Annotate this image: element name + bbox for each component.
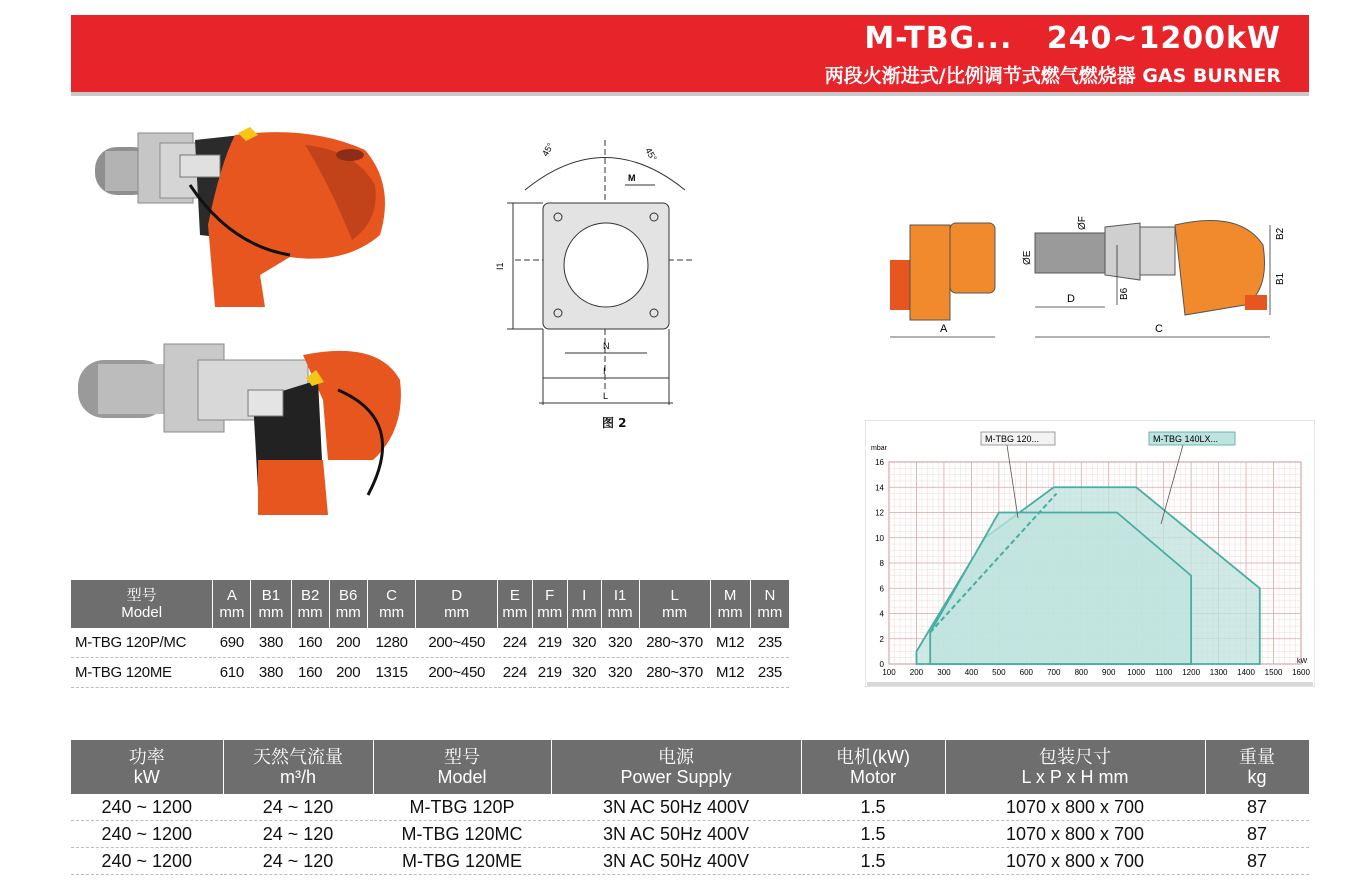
table-cell: 320: [567, 658, 601, 688]
table-cell: 280~370: [639, 628, 710, 658]
table-cell: 3N AC 50Hz 400V: [551, 848, 801, 875]
table-cell: 380: [251, 658, 291, 688]
dimension-header: I mm: [567, 580, 601, 628]
model-header: 型号 Model: [373, 740, 551, 794]
table-cell: 610: [213, 658, 251, 688]
table-cell: 1070 x 800 x 700: [945, 794, 1205, 821]
chart-y-tick-label: 2: [879, 634, 884, 644]
chart-x-unit: kW: [1297, 658, 1308, 665]
chart-y-tick-label: 8: [879, 559, 884, 568]
model-table: [71, 740, 1310, 875]
angle-label-right: 45°: [643, 146, 659, 163]
table-cell: M-TBG 120P/MC: [71, 628, 213, 658]
table-row: [71, 628, 790, 658]
chart-y-tick-label: 6: [879, 584, 884, 594]
table-cell: 1.5: [801, 848, 945, 875]
dimension-header: E mm: [497, 580, 532, 628]
table-row: [71, 848, 1309, 875]
table-cell: 160: [291, 658, 329, 688]
table-cell: 219: [532, 628, 567, 658]
side-label-c: C: [1155, 323, 1163, 335]
table-cell: 200: [329, 628, 367, 658]
table-cell: 1.5: [801, 821, 945, 848]
table-cell: 87: [1205, 794, 1309, 821]
table-cell: 235: [750, 628, 789, 658]
dimension-header: B2 mm: [291, 580, 329, 628]
chart-x-tick-label: 200: [909, 668, 924, 677]
burner-photo-bottom: [78, 340, 408, 520]
table-cell: 1070 x 800 x 700: [945, 821, 1205, 848]
dimension-header: N mm: [750, 580, 789, 628]
dim-label-i: I: [603, 366, 606, 376]
table-cell: 1280: [367, 628, 416, 658]
flange-drawing: [495, 135, 700, 410]
dimension-header: M mm: [710, 580, 750, 628]
chart-x-tick-label: 1300: [1209, 668, 1228, 677]
table-cell: 380: [251, 628, 291, 658]
burner-photo-top: [90, 125, 400, 315]
chart-x-tick-label: 1100: [1155, 668, 1173, 677]
table-cell: 87: [1205, 821, 1309, 848]
table-cell: 87: [1205, 848, 1309, 875]
chart-x-tick-label: 600: [1019, 668, 1034, 677]
table-cell: 24 ~ 120: [223, 821, 373, 848]
table-cell: 200~450: [416, 628, 497, 658]
legend-box-series-2: [1149, 432, 1235, 445]
dim-label-i1: I1: [495, 262, 505, 270]
table-cell: 320: [567, 628, 601, 658]
page-subtitle: 两段火渐进式/比例调节式燃气燃烧器 GAS BURNER: [824, 65, 1281, 87]
dimension-header: B6 mm: [329, 580, 367, 628]
dimension-header: A mm: [213, 580, 251, 628]
model-header: 电源 Power Supply: [551, 740, 801, 794]
side-label-a: A: [940, 323, 948, 335]
table-cell: 224: [497, 658, 532, 688]
side-label-d: D: [1067, 293, 1075, 305]
table-cell: 1.5: [801, 794, 945, 821]
table-cell: 3N AC 50Hz 400V: [551, 821, 801, 848]
model-header: 重量 kg: [1205, 740, 1309, 794]
table-row: [71, 794, 1309, 821]
model-header: 天然气流量 m³/h: [223, 740, 373, 794]
chart-y-tick-label: 14: [875, 483, 884, 493]
table-cell: 280~370: [639, 658, 710, 688]
table-cell: 224: [497, 628, 532, 658]
model-header: 电机(kW) Motor: [801, 740, 945, 794]
table-cell: 24 ~ 120: [223, 848, 373, 875]
side-label-e: ØE: [1022, 250, 1033, 265]
chart-x-tick-label: 900: [1102, 668, 1116, 677]
table-cell: 1315: [367, 658, 416, 688]
angle-label-left: 45°: [540, 141, 556, 158]
table-cell: 3N AC 50Hz 400V: [551, 794, 801, 821]
model-header: 功率 kW: [71, 740, 223, 794]
legend-box-series-1: [981, 432, 1055, 445]
legend-label-series-2: M-TBG 140LX...: [1153, 434, 1219, 444]
chart-x-tick-label: 500: [992, 668, 1006, 677]
table-cell: 1070 x 800 x 700: [945, 848, 1205, 875]
chart-x-tick-label: 100: [882, 668, 896, 677]
side-label-b2: B2: [1275, 227, 1286, 240]
side-dimension-drawing: [885, 205, 1305, 340]
dimension-header: B1 mm: [251, 580, 291, 628]
page-title: M-TBG... 240~1200kW: [864, 21, 1281, 56]
dim-label-l: L: [603, 391, 609, 401]
table-cell: 200~450: [416, 658, 497, 688]
table-row: [71, 658, 790, 688]
table-cell: 240 ~ 1200: [71, 821, 223, 848]
side-label-f: ØF: [1077, 216, 1088, 230]
chart-y-unit: mbar: [871, 445, 887, 452]
table-cell: 240 ~ 1200: [71, 794, 223, 821]
dimension-header: I1 mm: [601, 580, 639, 628]
chart-y-tick-label: 0: [879, 660, 884, 669]
chart-y-tick-label: 4: [879, 609, 884, 619]
model-header: 包装尺寸 L x P x H mm: [945, 740, 1205, 794]
dim-label-n: N: [603, 341, 610, 351]
table-cell: 320: [601, 658, 639, 688]
table-cell: 24 ~ 120: [223, 794, 373, 821]
legend-label-series-1: M-TBG 120...: [985, 434, 1040, 444]
chart-x-tick-label: 300: [937, 668, 951, 677]
chart-x-tick-label: 1400: [1237, 668, 1255, 677]
table-cell: M12: [710, 658, 750, 688]
chart-y-tick-label: 12: [875, 508, 884, 518]
chart-shadow: [867, 682, 1313, 686]
dimension-header: C mm: [367, 580, 416, 628]
table-cell: 160: [291, 628, 329, 658]
dimension-header: F mm: [532, 580, 567, 628]
table-cell: 320: [601, 628, 639, 658]
dimension-table: [71, 580, 790, 688]
table-cell: M12: [710, 628, 750, 658]
table-cell: M-TBG 120MC: [373, 821, 551, 848]
header-banner: [71, 15, 1309, 92]
chart-x-tick-label: 1600: [1292, 668, 1310, 677]
dim-label-m: M: [628, 173, 636, 183]
dimension-header-row: [71, 580, 790, 628]
figure-caption: 图 2: [602, 416, 627, 430]
banner-shadow: [71, 92, 1309, 96]
chart-x-tick-label: 700: [1047, 668, 1061, 677]
dimension-header: 型号 Model: [71, 580, 213, 628]
chart-y-tick-label: 10: [875, 533, 884, 543]
dimension-header: L mm: [639, 580, 710, 628]
table-cell: M-TBG 120P: [373, 794, 551, 821]
side-label-b1: B1: [1275, 272, 1286, 285]
side-label-b6: B6: [1119, 287, 1130, 300]
table-cell: M-TBG 120ME: [71, 658, 213, 688]
dimension-header: D mm: [416, 580, 497, 628]
chart-x-tick-label: 1000: [1127, 668, 1146, 677]
table-cell: 240 ~ 1200: [71, 848, 223, 875]
model-header-row: [71, 740, 1309, 794]
table-cell: 200: [329, 658, 367, 688]
table-row: [71, 821, 1309, 848]
chart-x-tick-label: 1200: [1182, 668, 1201, 677]
chart-x-tick-label: 400: [964, 668, 979, 677]
chart-x-tick-label: 1500: [1264, 668, 1283, 677]
table-cell: 235: [750, 658, 789, 688]
table-cell: M-TBG 120ME: [373, 848, 551, 875]
table-cell: 219: [532, 658, 567, 688]
chart-y-tick-label: 16: [875, 458, 884, 467]
chart-x-tick-label: 800: [1074, 668, 1088, 677]
table-cell: 690: [213, 628, 251, 658]
performance-chart: [865, 420, 1315, 687]
